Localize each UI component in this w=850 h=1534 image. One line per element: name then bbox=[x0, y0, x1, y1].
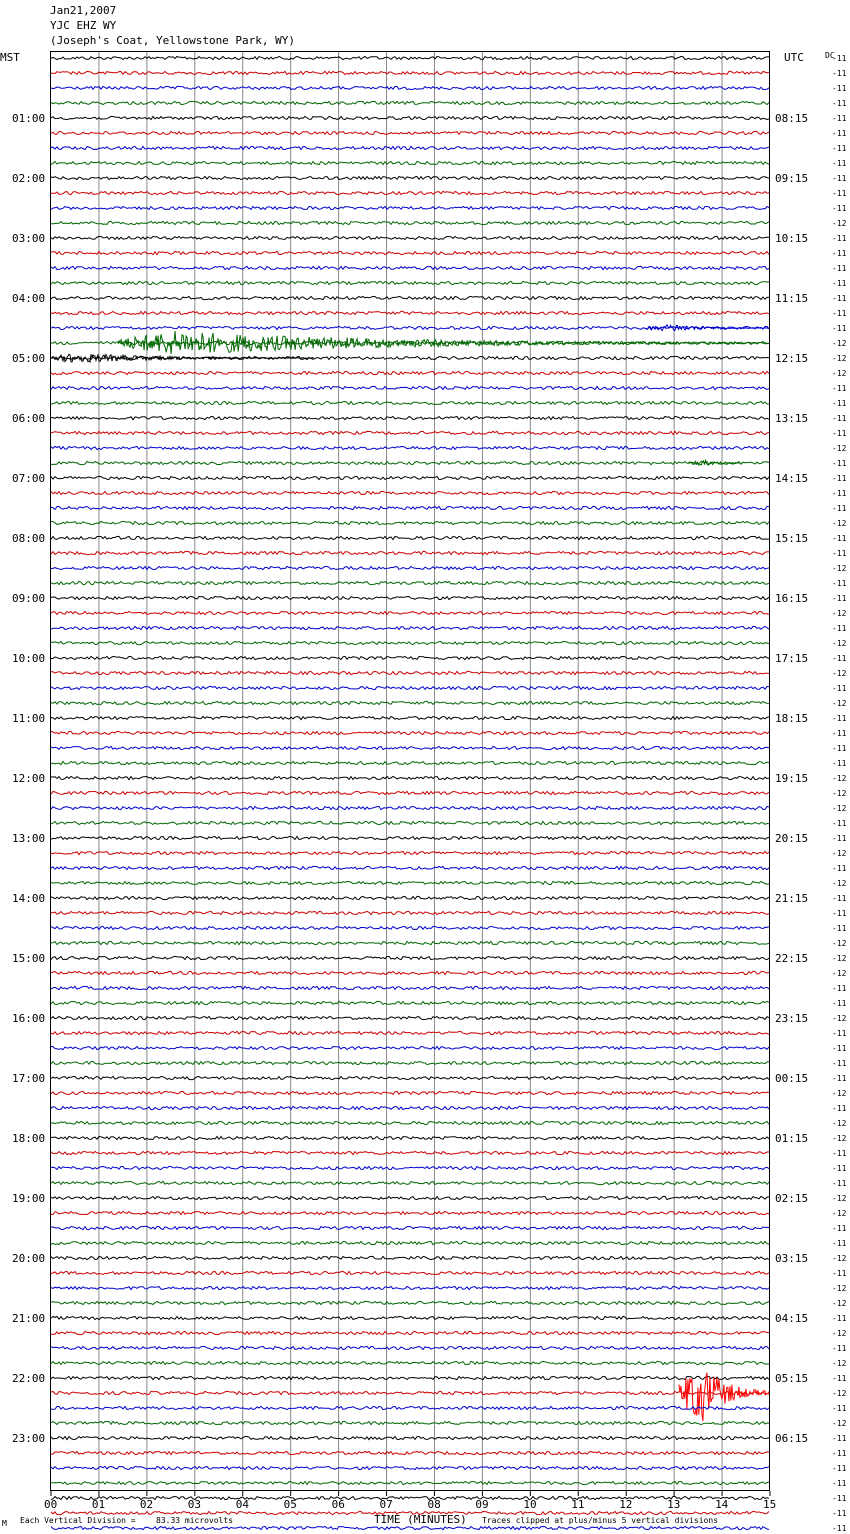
x-tick-label: 03 bbox=[187, 1498, 202, 1511]
dc-offset-label: -12 bbox=[832, 1389, 847, 1398]
dc-offset-label: -11 bbox=[832, 144, 847, 153]
seismic-trace bbox=[51, 761, 769, 764]
right-hour-label: 01:15 bbox=[775, 1132, 809, 1145]
seismic-trace bbox=[51, 191, 769, 194]
right-hour-label: 23:15 bbox=[775, 1012, 809, 1025]
dc-offset-label: -11 bbox=[832, 504, 847, 513]
seismic-trace bbox=[51, 701, 769, 704]
dc-offset-label: -12 bbox=[832, 1119, 847, 1128]
dc-offset-label: -12 bbox=[832, 1194, 847, 1203]
seismic-trace bbox=[51, 1496, 769, 1499]
seismic-trace bbox=[51, 911, 769, 914]
seismic-trace bbox=[51, 596, 769, 599]
right-hour-label: 19:15 bbox=[775, 772, 809, 785]
seismic-trace bbox=[51, 926, 769, 929]
right-hour-label: 02:15 bbox=[775, 1192, 809, 1205]
dc-offset-label: -11 bbox=[832, 549, 847, 558]
right-hour-label: 14:15 bbox=[775, 472, 809, 485]
seismic-trace bbox=[51, 1466, 769, 1469]
seismic-event bbox=[118, 331, 769, 354]
seismic-trace bbox=[51, 1331, 769, 1334]
scale-label: Each Vertical Division = bbox=[20, 1516, 136, 1525]
seismic-trace bbox=[51, 71, 769, 74]
dc-offset-label: -11 bbox=[832, 1374, 847, 1383]
right-hour-label: 15:15 bbox=[775, 532, 809, 545]
left-hour-label: 12:00 bbox=[12, 772, 46, 785]
dc-offset-label: -11 bbox=[832, 684, 847, 693]
seismic-trace bbox=[51, 1526, 769, 1529]
seismic-trace bbox=[51, 1406, 769, 1409]
dc-offset-label: -11 bbox=[832, 999, 847, 1008]
left-hour-label: 05:00 bbox=[12, 352, 46, 365]
left-hour-label: 14:00 bbox=[12, 892, 46, 905]
x-tick-label: 13 bbox=[667, 1498, 681, 1511]
right-hour-label: 09:15 bbox=[775, 172, 809, 185]
seismic-trace bbox=[51, 296, 769, 299]
seismic-trace bbox=[51, 416, 769, 419]
dc-offset-label: -11 bbox=[832, 414, 847, 423]
seismic-trace bbox=[51, 986, 769, 989]
left-hour-label: 08:00 bbox=[12, 532, 46, 545]
seismic-trace bbox=[51, 431, 769, 434]
left-hour-label: 04:00 bbox=[12, 292, 46, 305]
seismic-trace bbox=[51, 86, 769, 89]
seismic-trace bbox=[51, 386, 769, 389]
dc-offset-label: -11 bbox=[832, 1029, 847, 1038]
left-hour-label: 21:00 bbox=[12, 1312, 46, 1325]
seismic-trace bbox=[51, 506, 769, 509]
seismic-trace bbox=[51, 206, 769, 209]
grid bbox=[99, 51, 722, 1491]
seismic-event bbox=[689, 460, 741, 465]
dc-offset-label: -11 bbox=[832, 1464, 847, 1473]
right-hour-label: 08:15 bbox=[775, 112, 809, 125]
seismic-trace bbox=[51, 1436, 769, 1439]
x-tick-label: 05 bbox=[283, 1498, 297, 1511]
dc-offset-label: -11 bbox=[832, 279, 847, 288]
left-hour-label: 13:00 bbox=[12, 832, 46, 845]
left-hour-label: 09:00 bbox=[12, 592, 46, 605]
dc-offset-label: -12 bbox=[832, 804, 847, 813]
dc-offset-label: -12 bbox=[832, 1299, 847, 1308]
right-hour-label: 13:15 bbox=[775, 412, 809, 425]
seismic-trace bbox=[51, 731, 769, 734]
x-tick-label: 06 bbox=[331, 1498, 345, 1511]
seismic-trace bbox=[51, 221, 769, 224]
right-hour-label: 04:15 bbox=[775, 1312, 809, 1325]
dc-offset-label: -12 bbox=[832, 879, 847, 888]
seismic-trace bbox=[51, 56, 769, 59]
dc-offset-label: -11 bbox=[832, 1434, 847, 1443]
right-hour-label: 16:15 bbox=[775, 592, 809, 605]
seismic-trace bbox=[51, 131, 769, 134]
seismic-trace bbox=[51, 851, 769, 854]
dc-offset-label: -11 bbox=[832, 1044, 847, 1053]
dc-offset-label: -11 bbox=[832, 1494, 847, 1503]
seismic-trace bbox=[51, 446, 769, 449]
right-hour-label: 20:15 bbox=[775, 832, 809, 845]
seismic-trace bbox=[51, 1091, 769, 1094]
seismic-trace bbox=[51, 1241, 769, 1244]
dc-offset-label: -11 bbox=[832, 114, 847, 123]
dc-offset-label: -11 bbox=[832, 894, 847, 903]
left-timezone-label: MST bbox=[0, 51, 20, 64]
left-hour-label: 06:00 bbox=[12, 412, 46, 425]
left-hour-label: 01:00 bbox=[12, 112, 46, 125]
dc-offset-label: -11 bbox=[832, 1479, 847, 1488]
dc-offset-label: -12 bbox=[832, 1329, 847, 1338]
seismic-trace bbox=[51, 491, 769, 494]
date-label: Jan21,2007 bbox=[50, 4, 117, 17]
dc-offset-label: -12 bbox=[832, 519, 847, 528]
seismic-trace bbox=[51, 1076, 769, 1079]
seismic-trace bbox=[51, 146, 769, 149]
left-hour-label: 19:00 bbox=[12, 1192, 46, 1205]
dc-offset-label: -11 bbox=[832, 204, 847, 213]
seismic-trace bbox=[51, 536, 769, 539]
seismic-trace bbox=[51, 116, 769, 119]
seismic-trace bbox=[51, 1346, 769, 1349]
seismic-trace bbox=[51, 1451, 769, 1454]
dc-offset-label: -12 bbox=[832, 354, 847, 363]
x-tick-label: 12 bbox=[619, 1498, 633, 1511]
dc-offset-label: -11 bbox=[832, 309, 847, 318]
seismic-event bbox=[645, 325, 769, 331]
dc-offset-label: -12 bbox=[832, 969, 847, 978]
left-hour-label: 11:00 bbox=[12, 712, 46, 725]
seismic-trace bbox=[51, 1031, 769, 1034]
dc-offset-label: -11 bbox=[832, 1104, 847, 1113]
dc-offset-label: -11 bbox=[832, 384, 847, 393]
seismic-trace bbox=[51, 821, 769, 824]
dc-offset-label: -12 bbox=[832, 339, 847, 348]
left-hour-label: 10:00 bbox=[12, 652, 46, 665]
dc-offset-label: -12 bbox=[832, 1014, 847, 1023]
seismic-trace bbox=[51, 1001, 769, 1004]
dc-offset-label: -12 bbox=[832, 1209, 847, 1218]
seismic-trace bbox=[51, 1136, 769, 1139]
seismic-trace bbox=[51, 1151, 769, 1154]
seismic-trace bbox=[51, 1316, 769, 1319]
seismic-trace bbox=[51, 881, 769, 884]
x-tick-label: 02 bbox=[139, 1498, 154, 1511]
dc-offset-label: -12 bbox=[832, 639, 847, 648]
dc-offset-label: -12 bbox=[832, 1284, 847, 1293]
location-label: (Joseph's Coat, Yellowstone Park, WY) bbox=[50, 34, 296, 47]
dc-offset-label: -11 bbox=[832, 1509, 847, 1518]
dc-offset-label: -11 bbox=[832, 264, 847, 273]
dc-offset-label: -11 bbox=[832, 1239, 847, 1248]
station-label: YJC EHZ WY bbox=[50, 19, 117, 32]
seismic-trace bbox=[51, 746, 769, 749]
seismic-trace bbox=[51, 1301, 769, 1304]
dc-offset-label: -11 bbox=[832, 1224, 847, 1233]
seismic-event bbox=[679, 1373, 770, 1422]
dc-offset-label: -11 bbox=[832, 234, 847, 243]
dc-offset-label: -11 bbox=[832, 189, 847, 198]
dc-offset-label: -12 bbox=[832, 669, 847, 678]
x-tick-label: 07 bbox=[379, 1498, 393, 1511]
dc-offset-label: -11 bbox=[832, 819, 847, 828]
x-tick-label: 14 bbox=[715, 1498, 729, 1511]
dc-offset-label: -12 bbox=[832, 1089, 847, 1098]
dc-offset-label: -11 bbox=[832, 459, 847, 468]
dc-offset-label: -11 bbox=[832, 1059, 847, 1068]
seismic-trace bbox=[51, 1106, 769, 1109]
dc-offset-label: -11 bbox=[832, 249, 847, 258]
dc-offset-label: -11 bbox=[832, 99, 847, 108]
right-hour-label: 03:15 bbox=[775, 1252, 809, 1265]
dc-offset-label: -11 bbox=[832, 324, 847, 333]
seismic-trace bbox=[51, 161, 769, 164]
seismic-trace bbox=[51, 281, 769, 284]
seismic-trace bbox=[51, 836, 769, 839]
dc-offset-label: -11 bbox=[832, 84, 847, 93]
seismic-trace bbox=[51, 626, 769, 629]
dc-offset-label: -11 bbox=[832, 654, 847, 663]
dc-offset-label: -11 bbox=[832, 834, 847, 843]
seismic-trace bbox=[51, 1361, 769, 1364]
dc-offset-label: -11 bbox=[832, 1404, 847, 1413]
x-tick-label: 01 bbox=[91, 1498, 106, 1511]
dc-offset-label: -12 bbox=[832, 774, 847, 783]
seismic-trace bbox=[51, 1271, 769, 1274]
left-hour-label: 15:00 bbox=[12, 952, 46, 965]
dc-offset-label: -11 bbox=[832, 534, 847, 543]
right-hour-label: 12:15 bbox=[775, 352, 809, 365]
dc-offset-label: -12 bbox=[832, 1254, 847, 1263]
seismic-trace bbox=[51, 311, 769, 314]
seismic-trace bbox=[51, 1226, 769, 1229]
dc-offset-label: -11 bbox=[832, 174, 847, 183]
dc-offset-label: -12 bbox=[832, 219, 847, 228]
dc-offset-label: -11 bbox=[832, 759, 847, 768]
seismic-trace bbox=[51, 971, 769, 974]
dc-offset-label: -11 bbox=[832, 69, 847, 78]
right-hour-label: 11:15 bbox=[775, 292, 809, 305]
dc-offset-label: -12 bbox=[832, 564, 847, 573]
dc-offset-label: -11 bbox=[832, 1524, 847, 1533]
x-tick-label: 09 bbox=[475, 1498, 489, 1511]
dc-offset-label: -11 bbox=[832, 54, 847, 63]
seismic-trace bbox=[51, 791, 769, 794]
corner-mark: M bbox=[2, 1519, 7, 1528]
right-hour-label: 22:15 bbox=[775, 952, 809, 965]
dc-offset-label: -11 bbox=[832, 489, 847, 498]
seismic-trace bbox=[51, 1196, 769, 1199]
seismic-trace bbox=[51, 1061, 769, 1064]
dc-offset-label: -12 bbox=[832, 1419, 847, 1428]
dc-offset-label: -11 bbox=[832, 474, 847, 483]
left-hour-label: 02:00 bbox=[12, 172, 46, 185]
seismic-trace bbox=[51, 1482, 769, 1485]
right-hour-label: 21:15 bbox=[775, 892, 809, 905]
seismic-trace bbox=[51, 612, 769, 615]
left-hour-label: 20:00 bbox=[12, 1252, 46, 1265]
seismic-trace bbox=[51, 716, 769, 719]
seismic-trace bbox=[51, 476, 769, 479]
seismic-trace bbox=[51, 581, 769, 584]
seismic-trace bbox=[51, 1047, 769, 1050]
dc-label: DC bbox=[825, 51, 835, 60]
dc-offset-label: -12 bbox=[832, 789, 847, 798]
seismic-trace bbox=[51, 401, 769, 404]
dc-offset-label: -11 bbox=[832, 984, 847, 993]
left-hour-label: 18:00 bbox=[12, 1132, 46, 1145]
seismic-trace bbox=[51, 1016, 769, 1019]
dc-offset-label: -11 bbox=[832, 624, 847, 633]
right-hour-label: 05:15 bbox=[775, 1372, 809, 1385]
dc-offset-label: -11 bbox=[832, 924, 847, 933]
seismic-trace bbox=[51, 1256, 769, 1259]
dc-offset-label: -11 bbox=[832, 1074, 847, 1083]
seismic-trace bbox=[51, 956, 769, 959]
left-hour-label: 23:00 bbox=[12, 1432, 46, 1445]
right-hour-label: 17:15 bbox=[775, 652, 809, 665]
dc-offset-label: -11 bbox=[832, 864, 847, 873]
seismic-trace bbox=[51, 686, 769, 689]
left-hour-label: 16:00 bbox=[12, 1012, 46, 1025]
dc-offset-label: -12 bbox=[832, 849, 847, 858]
seismic-trace bbox=[51, 1376, 769, 1379]
x-axis-label: TIME (MINUTES) bbox=[374, 1513, 467, 1526]
seismic-trace bbox=[51, 656, 769, 659]
seismic-trace bbox=[51, 551, 769, 554]
right-hour-label: 06:15 bbox=[775, 1432, 809, 1445]
x-tick-label: 15 bbox=[763, 1498, 777, 1511]
right-timezone-label: UTC bbox=[784, 51, 804, 64]
dc-offset-label: -11 bbox=[832, 579, 847, 588]
seismic-trace bbox=[51, 176, 769, 179]
right-hour-label: 18:15 bbox=[775, 712, 809, 725]
seismic-trace bbox=[51, 671, 769, 674]
x-tick-label: 04 bbox=[235, 1498, 249, 1511]
dc-offset-label: -12 bbox=[832, 939, 847, 948]
left-hour-label: 03:00 bbox=[12, 232, 46, 245]
x-tick-label: 10 bbox=[523, 1498, 537, 1511]
seismic-trace bbox=[51, 461, 769, 464]
seismic-trace bbox=[51, 1286, 769, 1289]
seismic-trace bbox=[51, 1421, 769, 1424]
dc-offset-label: -11 bbox=[832, 429, 847, 438]
seismic-trace bbox=[51, 776, 769, 779]
dc-offset-label: -11 bbox=[832, 1449, 847, 1458]
dc-offset-label: -12 bbox=[832, 369, 847, 378]
left-hour-label: 22:00 bbox=[12, 1372, 46, 1385]
seismic-trace bbox=[51, 896, 769, 899]
dc-offset-label: -11 bbox=[832, 909, 847, 918]
dc-offset-label: -12 bbox=[832, 444, 847, 453]
seismic-trace bbox=[51, 1391, 769, 1394]
dc-offset-label: -11 bbox=[832, 1269, 847, 1278]
dc-offset-label: -11 bbox=[832, 1179, 847, 1188]
dc-offset-label: -11 bbox=[832, 744, 847, 753]
seismic-trace bbox=[51, 1181, 769, 1184]
dc-offset-label: -12 bbox=[832, 609, 847, 618]
seismic-trace bbox=[51, 1211, 769, 1214]
seismic-trace bbox=[51, 806, 769, 809]
dc-offset-label: -11 bbox=[832, 1149, 847, 1158]
seismic-trace bbox=[51, 641, 769, 644]
seismic-trace bbox=[51, 101, 769, 104]
right-hour-label: 00:15 bbox=[775, 1072, 809, 1085]
clip-note: Traces clipped at plus/minus 5 vertical divisions bbox=[482, 1516, 719, 1525]
dc-offset-label: -11 bbox=[832, 594, 847, 603]
seismic-trace bbox=[51, 236, 769, 239]
dc-offset-label: -12 bbox=[832, 1359, 847, 1368]
seismic-trace bbox=[51, 1121, 769, 1124]
dc-offset-label: -11 bbox=[832, 294, 847, 303]
dc-offset-label: -11 bbox=[832, 1164, 847, 1173]
seismic-trace bbox=[51, 521, 769, 524]
x-tick-label: 11 bbox=[571, 1498, 585, 1511]
dc-offset-label: -11 bbox=[832, 129, 847, 138]
x-tick-label: 00 bbox=[44, 1498, 58, 1511]
seismic-trace bbox=[51, 1166, 769, 1169]
dc-offset-label: -11 bbox=[832, 714, 847, 723]
seismic-trace bbox=[51, 566, 769, 569]
scale-value: 83.33 microvolts bbox=[156, 1516, 234, 1525]
seismic-trace bbox=[51, 941, 769, 944]
dc-offset-label: -12 bbox=[832, 954, 847, 963]
dc-offset-label: -11 bbox=[832, 159, 847, 168]
traces bbox=[51, 56, 770, 1534]
dc-offset-label: -12 bbox=[832, 699, 847, 708]
dc-offset-label: -11 bbox=[832, 1344, 847, 1353]
dc-offset-label: -12 bbox=[832, 1134, 847, 1143]
seismic-trace bbox=[51, 866, 769, 869]
dc-offset-label: -11 bbox=[832, 399, 847, 408]
dc-offset-label: -11 bbox=[832, 729, 847, 738]
dc-offset-label: -11 bbox=[832, 1314, 847, 1323]
seismic-trace bbox=[51, 251, 769, 254]
seismic-trace bbox=[51, 371, 769, 374]
x-tick-label: 08 bbox=[427, 1498, 441, 1511]
seismic-trace bbox=[51, 266, 769, 269]
left-hour-label: 07:00 bbox=[12, 472, 46, 485]
right-hour-label: 10:15 bbox=[775, 232, 809, 245]
left-hour-label: 17:00 bbox=[12, 1072, 46, 1085]
